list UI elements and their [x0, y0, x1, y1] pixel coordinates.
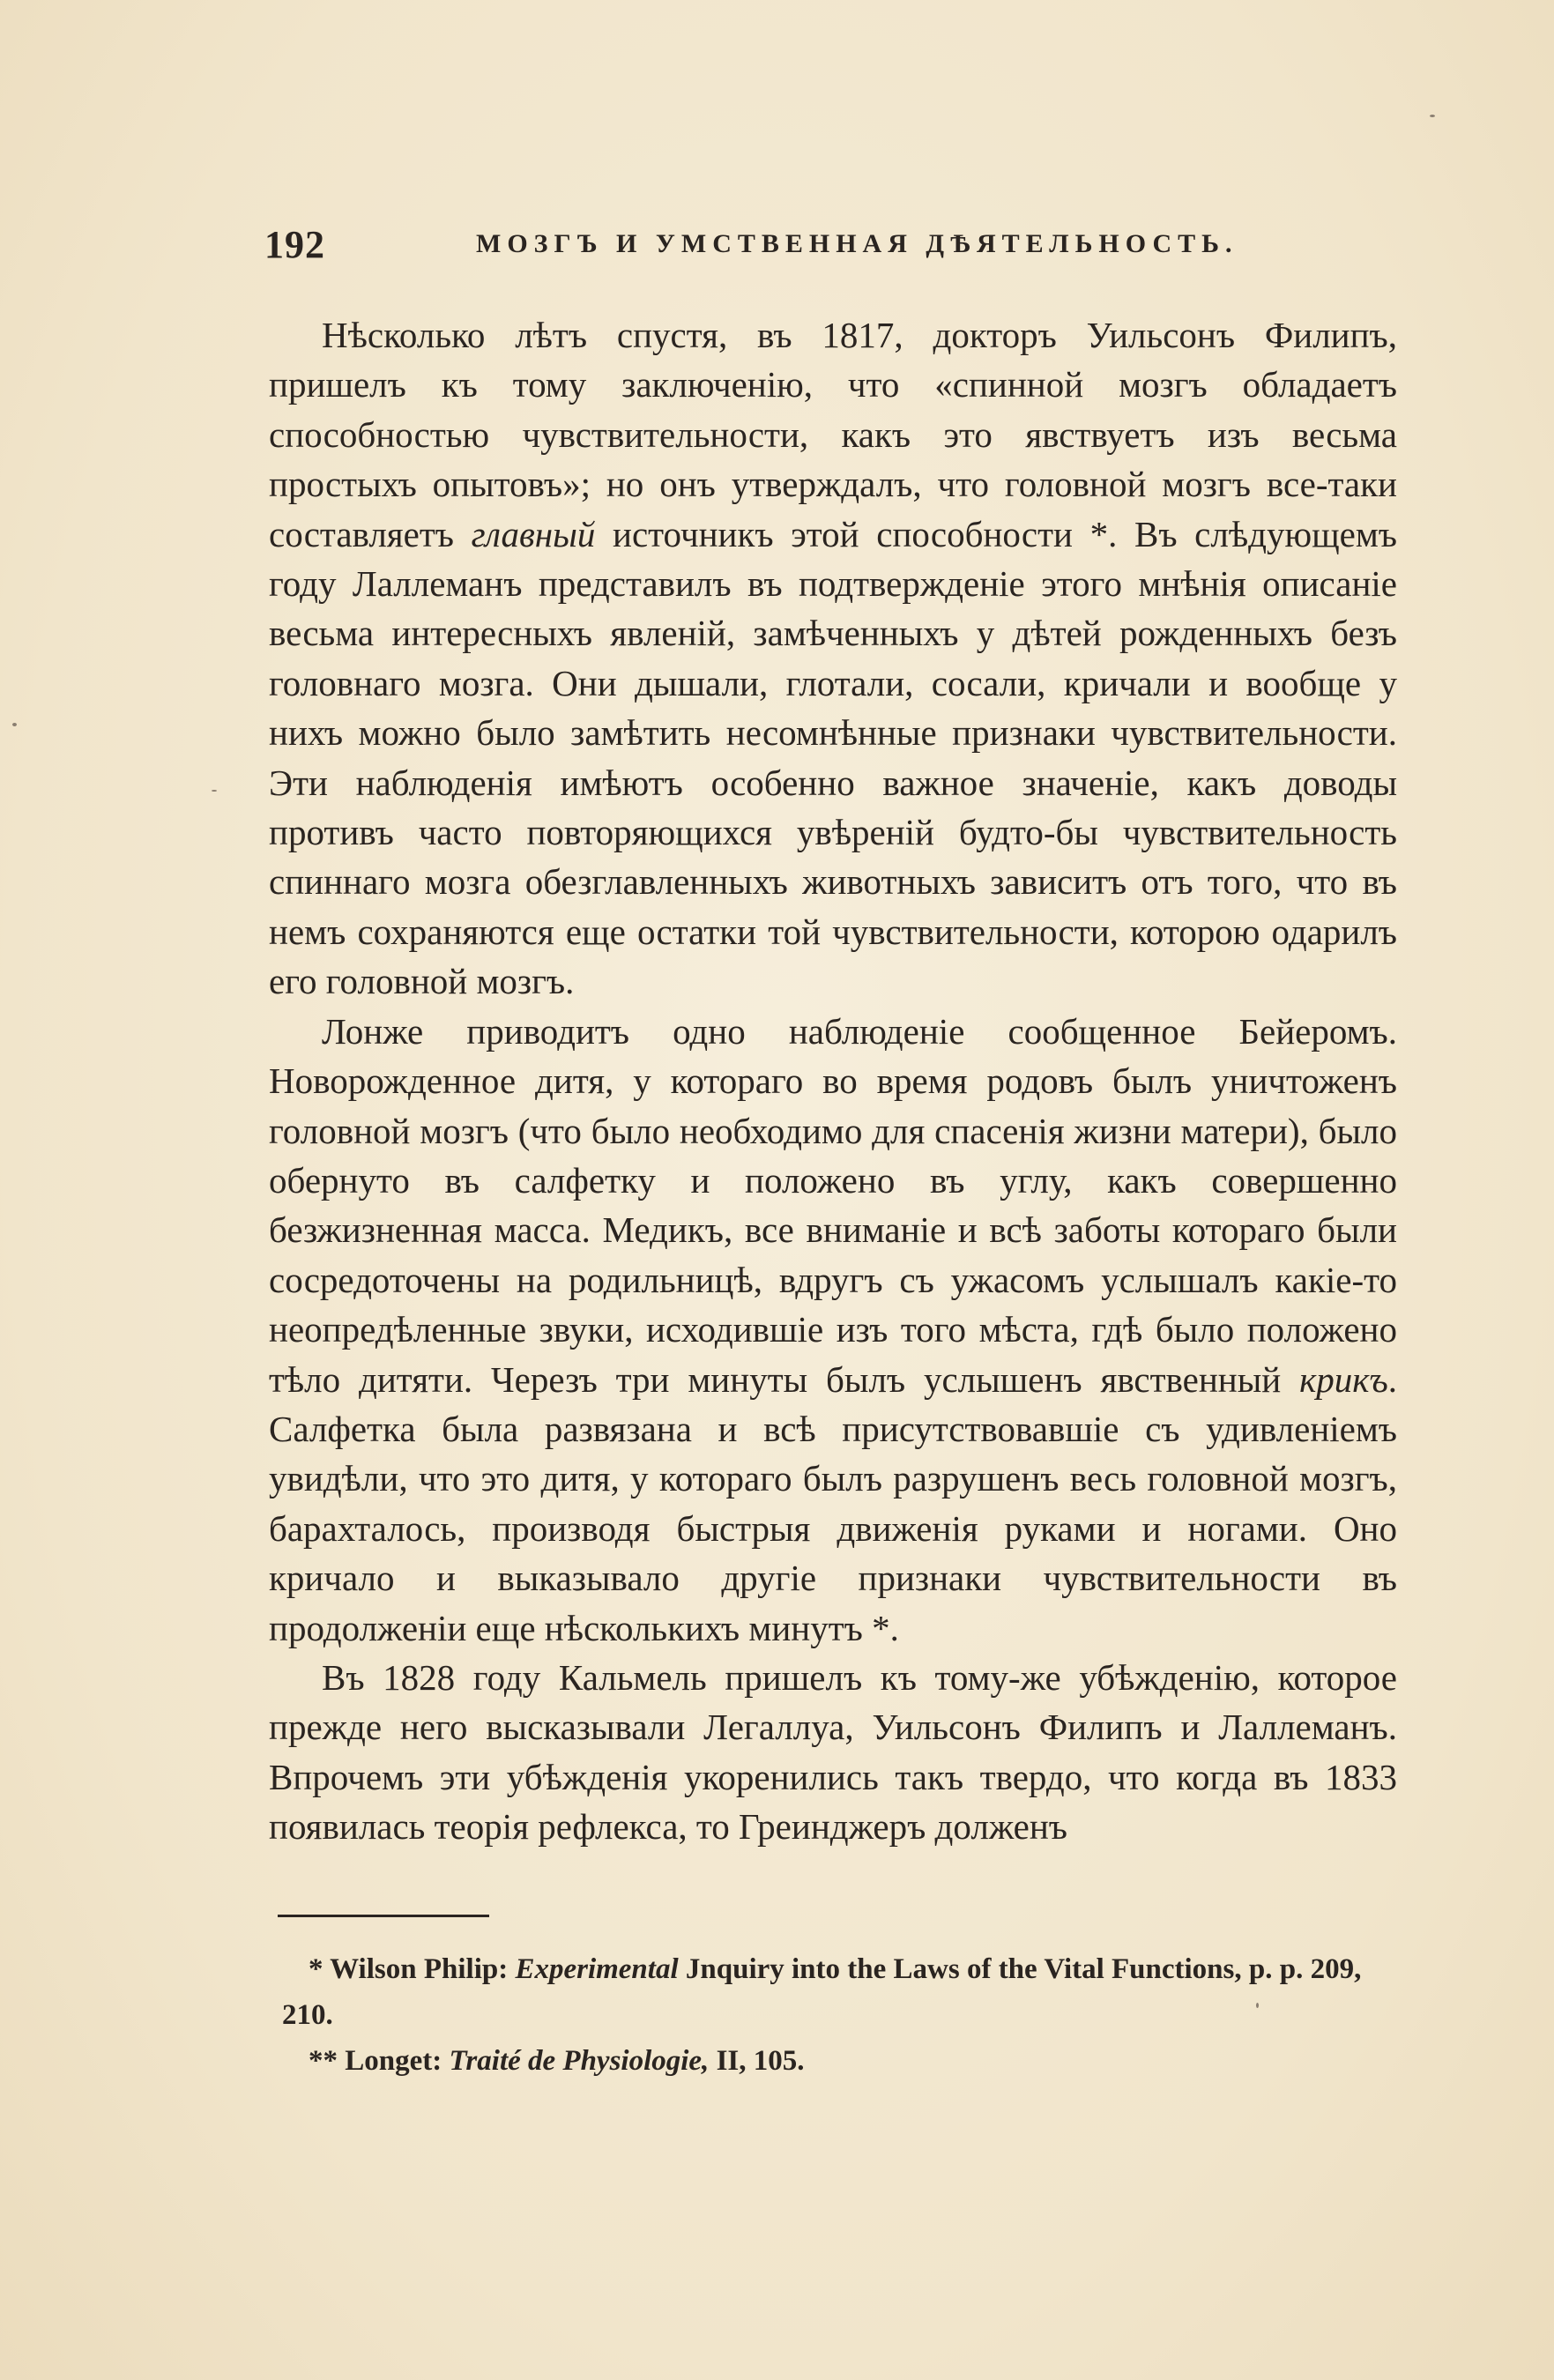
- text-run: * Wilson Philip:: [309, 1953, 516, 1985]
- paper-speck: [12, 723, 17, 726]
- emphasis-text: крикъ: [1299, 1358, 1388, 1400]
- emphasis-text: Experimental: [515, 1953, 679, 1985]
- page-header: [264, 222, 1410, 275]
- running-head: МОЗГЪ И УМСТВЕННАЯ ДѢЯТЕЛЬНОСТЬ.: [476, 229, 1238, 258]
- paragraph: [269, 310, 1397, 1007]
- paper-speck: [212, 790, 217, 792]
- text-run: Лонже приводитъ одно наблюденіе сообщенное Бейеромъ. Новорожденное дитя, у котораго во время родовъ былъ уничтоженъ головной мозгъ (что было необходимо для спасенія жизни матери), было обернуто въ салфетку и положено въ углу, какъ совершенно безжизненная масса. Медикъ, все вниманіе и всѣ заботы котораго были сосредоточены на родильницѣ, вдругъ съ ужасомъ услышалъ какіе-то неопредѣленные звуки, исходившіе изъ того мѣста, гдѣ было положено тѣло дитяти. Черезъ три минуты былъ услышенъ явственный: [269, 1010, 1397, 1400]
- emphasis-text: Traité de Physiologie,: [449, 2045, 710, 2077]
- emphasis-text: главный: [471, 513, 596, 554]
- footnotes: [282, 1946, 1397, 2084]
- paper-speck: [1430, 115, 1435, 117]
- text-run: Въ 1828 году Кальмель пришелъ къ тому-же убѣжденію, которое прежде него высказывали Легаллуа, Уильсонъ Филипъ и Лаллеманъ. Впрочемъ эти убѣжденія укоренились такъ твердо, что когда въ 1833 появилась теорія рефлекса, то Греинджеръ долженъ: [269, 1656, 1397, 1848]
- paragraph: [269, 1007, 1397, 1653]
- paper-speck: [1256, 2003, 1259, 2008]
- text-run: . Салфетка была развязана и всѣ присутствовавшіе съ удивленіемъ увидѣли, что это дитя, у котораго былъ разрушенъ весь головной мозгъ, барахталось, производя быстрыя движенія руками и ногами. Оно кричало и выказывало другіе признаки чувствительности въ продолженіи еще нѣсколькихъ минутъ *.: [269, 1358, 1397, 1648]
- text-run: II, 105.: [709, 2045, 805, 2077]
- footnote: [282, 2038, 1397, 2084]
- footnote-separator: [278, 1915, 489, 1917]
- text-run: Jnquiry into the Laws of the Vital Functions, p. p. 209, 210.: [282, 1953, 1362, 2031]
- text-run: ** Longet:: [309, 2045, 450, 2077]
- body-text: [269, 310, 1397, 1852]
- paragraph: [269, 1653, 1397, 1852]
- text-run: Нѣсколько лѣтъ спустя, въ 1817, докторъ Уильсонъ Филипъ, пришелъ къ тому заключенію, что «спинной мозгъ обладаетъ способностью чувствительности, какъ это явствуетъ изъ весьма простыхъ опытовъ»; но онъ утверждалъ, что головной мозгъ все-таки составляетъ: [269, 315, 1397, 554]
- text-run: источникъ этой способности *. Въ слѣдующемъ году Лаллеманъ представилъ въ подтвержденіе этого мнѣнія описаніе весьма интересныхъ явленій, замѣченныхъ у дѣтей рожденныхъ безъ головнаго мозга. Они дышали, глотали, сосали, кричали и вообще у нихъ можно было замѣтить несомнѣнные признаки чувствительности. Эти наблюденія имѣютъ особенно важное значеніе, какъ доводы противъ часто повторяющихся увѣреній будто-бы чувствительность спиннаго мозга обезглавленныхъ животныхъ зависитъ отъ того, что въ немъ сохраняются еще остатки той чувствительности, которою одарилъ его головной мозгъ.: [269, 513, 1397, 1002]
- footnote: [282, 1946, 1397, 2038]
- page-number: 192: [264, 223, 325, 266]
